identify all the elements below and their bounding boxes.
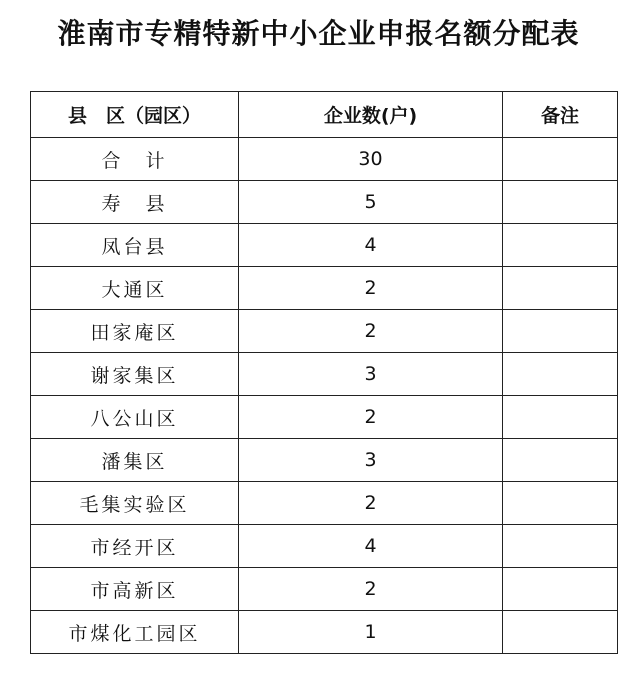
header-region: 县 区（园区）: [31, 92, 239, 138]
table-row: [31, 310, 618, 353]
cell-count: 4: [239, 224, 503, 267]
cell-count: 3: [239, 353, 503, 396]
table-row: [31, 353, 618, 396]
cell-region: 田家庵区: [31, 310, 239, 353]
cell-region: 毛集实验区: [31, 482, 239, 525]
cell-count: 2: [239, 396, 503, 439]
cell-note: [503, 267, 618, 310]
table-row: [31, 138, 618, 181]
cell-count: 30: [239, 138, 503, 181]
cell-count: 2: [239, 267, 503, 310]
cell-note: [503, 568, 618, 611]
cell-note: [503, 353, 618, 396]
cell-count: 1: [239, 611, 503, 654]
cell-note: [503, 439, 618, 482]
cell-count: 5: [239, 181, 503, 224]
table-row: [31, 181, 618, 224]
cell-region: 市经开区: [31, 525, 239, 568]
cell-note: [503, 396, 618, 439]
cell-note: [503, 181, 618, 224]
cell-note: [503, 224, 618, 267]
header-count: 企业数(户): [239, 92, 503, 138]
cell-region: 寿 县: [31, 181, 239, 224]
cell-region: 潘集区: [31, 439, 239, 482]
cell-count: 2: [239, 482, 503, 525]
cell-region: 凤台县: [31, 224, 239, 267]
table-row: [31, 525, 618, 568]
cell-note: [503, 482, 618, 525]
cell-region: 市煤化工园区: [31, 611, 239, 654]
table-row: [31, 439, 618, 482]
cell-region: 大通区: [31, 267, 239, 310]
table-row: [31, 396, 618, 439]
cell-note: [503, 611, 618, 654]
cell-region: 市高新区: [31, 568, 239, 611]
cell-region: 谢家集区: [31, 353, 239, 396]
cell-note: [503, 525, 618, 568]
table-row: [31, 267, 618, 310]
cell-region: 八公山区: [31, 396, 239, 439]
cell-count: 4: [239, 525, 503, 568]
cell-note: [503, 310, 618, 353]
page-title: 淮南市专精特新中小企业申报名额分配表: [57, 17, 580, 50]
table-row: [31, 568, 618, 611]
cell-note: [503, 138, 618, 181]
table-row: [31, 611, 618, 654]
quota-table: [30, 91, 618, 654]
table-row: [31, 482, 618, 525]
cell-region: 合 计: [31, 138, 239, 181]
header-note: 备注: [503, 92, 618, 138]
table-header-row: [31, 92, 618, 138]
table-row: [31, 224, 618, 267]
cell-count: 2: [239, 310, 503, 353]
cell-count: 2: [239, 568, 503, 611]
cell-count: 3: [239, 439, 503, 482]
